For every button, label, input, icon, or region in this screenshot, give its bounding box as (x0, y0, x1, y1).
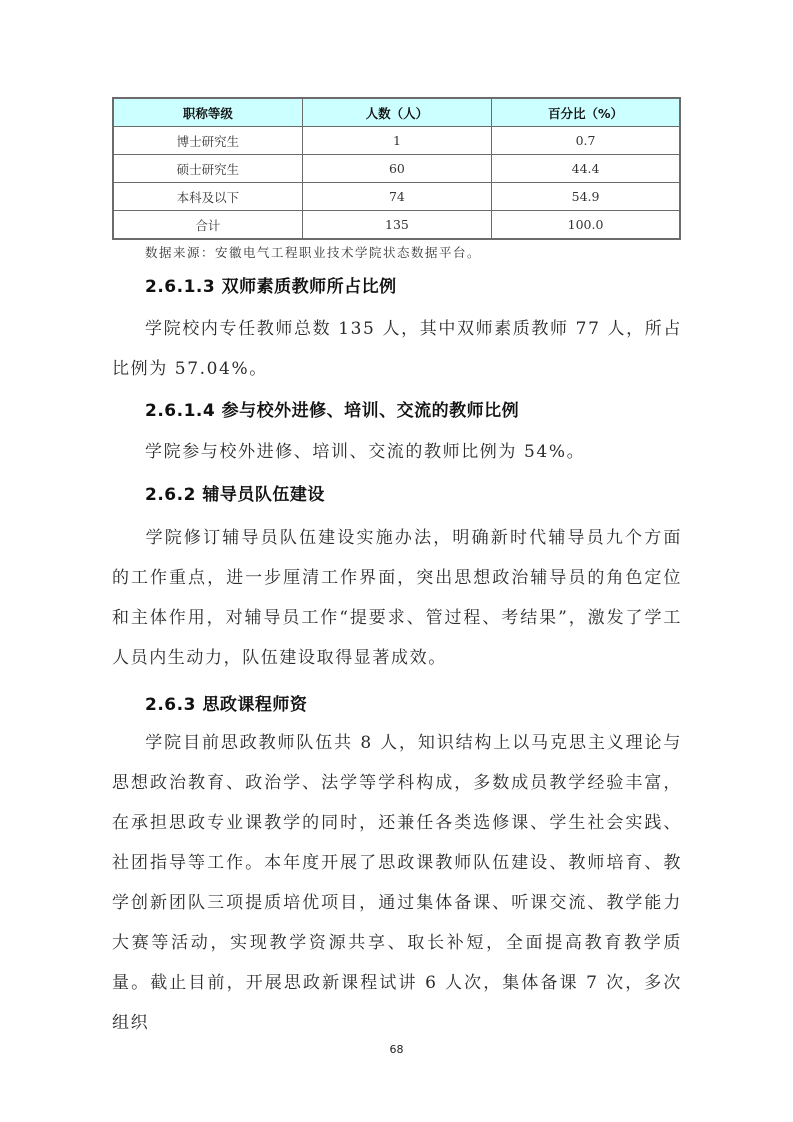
section-paragraph (112, 309, 682, 389)
table-cell: 1 (302, 127, 491, 155)
table-cell: 博士研究生 (113, 127, 302, 155)
paragraph-text: 学院校内专任教师总数 135 人，其中双师素质教师 77 人，所占比例为 57.04%。 (112, 319, 682, 379)
column-header: 职称等级 (113, 98, 302, 127)
table-cell: 54.9 (492, 183, 680, 211)
section-heading: 2.6.1.4 参与校外进修、培训、交流的教师比例 (145, 401, 520, 421)
column-header: 百分比（%） (492, 98, 680, 127)
table-row (113, 183, 680, 211)
table-cell: 本科及以下 (113, 183, 302, 211)
table-cell: 44.4 (492, 155, 680, 183)
section-paragraph (112, 723, 682, 1043)
section-heading: 2.6.1.3 双师素质教师所占比例 (145, 277, 397, 297)
section-heading: 2.6.3 思政课程师资 (145, 695, 308, 715)
table-row (113, 127, 680, 155)
table-header-row (113, 98, 680, 127)
table-cell: 60 (302, 155, 491, 183)
paragraph-text: 学院目前思政教师队伍共 8 人，知识结构上以马克思主义理论与思想政治教育、政治学、法学等学科构成，多数成员教学经验丰富，在承担思政专业课教学的同时，还兼任各类选修课、学生社会实践、社团指导等工作。本年度开展了思政课教师队伍建设、教师培育、教学创新团队三项提质培优项目，通过集体备课、听课交流、教学能力大赛等活动，实现教学资源共享、取长补短，全面提高教育教学质量。截止目前，开展思政新课程试讲 6 人次，集体备课 7 次，多次组织 (112, 733, 682, 1033)
section-paragraph (112, 518, 682, 678)
column-header: 人数（人） (302, 98, 491, 127)
section-paragraph (112, 432, 682, 472)
title-level-table (112, 97, 681, 240)
table-cell: 合计 (113, 211, 302, 240)
paragraph-text: 学院修订辅导员队伍建设实施办法，明确新时代辅导员九个方面的工作重点，进一步厘清工作界面，突出思想政治辅导员的角色定位和主体作用，对辅导员工作“提要求、管过程、考结果”，激发了学工人员内生动力，队伍建设取得显著成效。 (112, 528, 682, 668)
table-cell: 0.7 (492, 127, 680, 155)
table-cell: 135 (302, 211, 491, 240)
table-cell: 100.0 (492, 211, 680, 240)
page-number: 68 (389, 1043, 404, 1056)
table-total-row (113, 211, 680, 240)
table-row (113, 155, 680, 183)
table-source-note: 数据来源：安徽电气工程职业技术学院状态数据平台。 (145, 245, 482, 260)
section-heading: 2.6.2 辅导员队伍建设 (145, 485, 325, 505)
paragraph-text: 学院参与校外进修、培训、交流的教师比例为 54%。 (145, 442, 586, 462)
table-cell: 硕士研究生 (113, 155, 302, 183)
table-cell: 74 (302, 183, 491, 211)
